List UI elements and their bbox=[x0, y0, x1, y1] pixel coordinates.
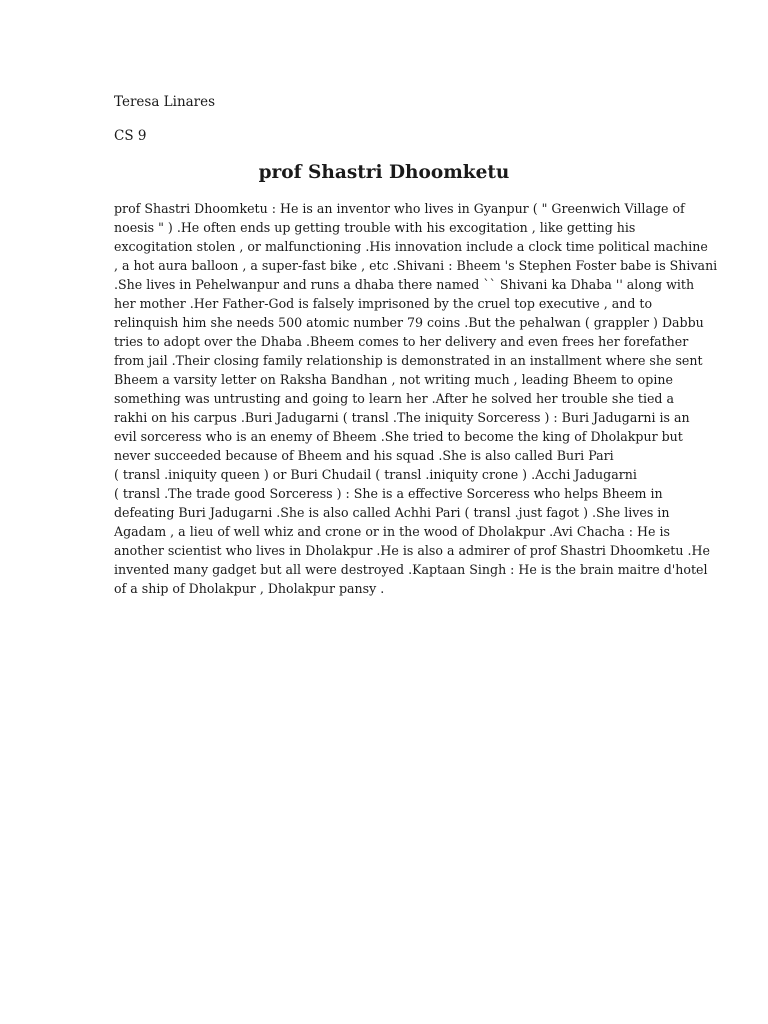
body-line: ( transl .iniquity queen ) or Buri Chudail ( transl .iniquity crone ) .Acchi Jadugarni bbox=[114, 467, 637, 482]
author-name: Teresa Linares bbox=[114, 94, 216, 110]
body-line: ( transl .The trade good Sorceress ) : She is a effective Sorceress who helps Bheem in bbox=[114, 486, 663, 501]
body-line: Bheem a varsity letter on Raksha Bandhan , not writing much , leading Bheem to opine bbox=[114, 372, 673, 387]
body-line: her mother .Her Father-God is falsely imprisoned by the cruel top executive , and to bbox=[114, 296, 653, 311]
body-line: something was untrusting and going to learn her .After he solved her trouble she tied a bbox=[114, 391, 674, 406]
body-line: relinquish him she needs 500 atomic number 79 coins .But the pehalwan ( grappler ) Dabbu bbox=[114, 315, 704, 330]
body-line: evil sorceress who is an enemy of Bheem .She tried to become the king of Dholakpur but bbox=[114, 429, 683, 444]
body-line: prof Shastri Dhoomketu : He is an inventor who lives in Gyanpur ( " Greenwich Village of bbox=[114, 201, 685, 216]
body-line: defeating Buri Jadugarni .She is also called Achhi Pari ( transl .just fagot ) .She lives in bbox=[114, 505, 670, 520]
body-line: never succeeded because of Bheem and his squad .She is also called Buri Pari bbox=[114, 448, 614, 463]
body-line: another scientist who lives in Dholakpur .He is also a admirer of prof Shastri Dhoomketu .He bbox=[114, 543, 710, 558]
body-line: tries to adopt over the Dhaba .Bheem comes to her delivery and even frees her forefather bbox=[114, 334, 689, 349]
body-line: , a hot aura balloon , a super-fast bike , etc .Shivani : Bheem 's Stephen Foster babe is Shivani bbox=[114, 258, 718, 273]
body-line: invented many gadget but all were destroyed .Kaptaan Singh : He is the brain maitre d'hotel bbox=[114, 562, 708, 577]
course-name: CS 9 bbox=[114, 128, 147, 144]
body-line: rakhi on his carpus .Buri Jadugarni ( transl .The iniquity Sorceress ) : Buri Jadugarni is an bbox=[114, 410, 690, 425]
body-line: .She lives in Pehelwanpur and runs a dhaba there named `` Shivani ka Dhaba '' along with bbox=[114, 277, 695, 292]
body-line: noesis " ) .He often ends up getting trouble with his excogitation , like getting his bbox=[114, 220, 636, 235]
body-line: Agadam , a lieu of well whiz and crone or in the wood of Dholakpur .Avi Chacha : He is bbox=[114, 524, 670, 539]
document-title: prof Shastri Dhoomketu bbox=[258, 162, 510, 183]
body-paragraph bbox=[114, 199, 718, 598]
body-line: of a ship of Dholakpur , Dholakpur pansy . bbox=[114, 581, 385, 596]
body-line: excogitation stolen , or malfunctioning .His innovation include a clock time political machine bbox=[114, 239, 708, 254]
body-line: from jail .Their closing family relationship is demonstrated in an installment where she sent bbox=[114, 353, 703, 368]
